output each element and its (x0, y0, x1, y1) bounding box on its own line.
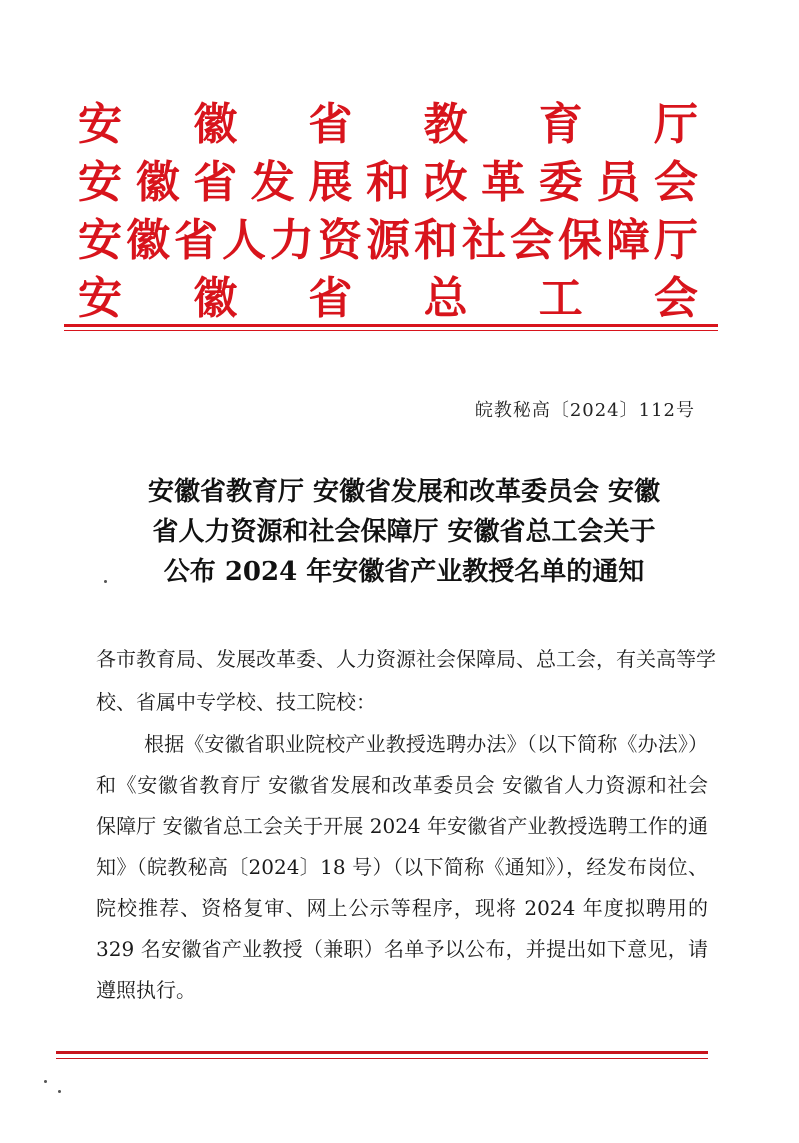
header-char: 展 (308, 157, 353, 208)
header-char: 保 (558, 215, 602, 266)
header-char: 革 (481, 157, 526, 208)
agency-header (78, 96, 698, 328)
header-char: 和 (414, 215, 458, 266)
header-char: 省 (308, 99, 353, 150)
header-char: 徽 (135, 157, 180, 208)
header-char: 徽 (193, 99, 238, 150)
header-char: 会 (653, 157, 698, 208)
header-line-human-resources (78, 212, 698, 270)
header-char: 和 (365, 157, 410, 208)
header-line-federation-trade-unions (78, 270, 698, 328)
header-char: 会 (653, 273, 698, 324)
header-red-rule-thin (64, 330, 718, 331)
header-char: 障 (606, 215, 650, 266)
footer-red-rule-thick (56, 1051, 708, 1054)
header-char: 总 (423, 273, 468, 324)
header-char: 安 (78, 157, 122, 208)
header-line-development-reform (78, 154, 698, 212)
header-char: 安 (78, 99, 122, 150)
header-char: 力 (270, 215, 314, 266)
header-char: 资 (318, 215, 362, 266)
header-char: 改 (423, 157, 468, 208)
header-char: 社 (462, 215, 506, 266)
header-char: 徽 (193, 273, 238, 324)
document-title (94, 472, 714, 592)
header-char: 安 (78, 215, 122, 266)
title-line-1: 安徽省教育厅 安徽省发展和改革委员会 安徽 (147, 477, 661, 507)
header-char: 人 (222, 215, 266, 266)
body-paragraph: 根据《安徽省职业院校产业教授选聘办法》（以下简称《办法》）和《安徽省教育厅 安徽省发展和改革委员会 安徽省人力资源和社会保障厅 安徽省总工会关于开展 2024 年安徽省产业教授选聘工作的通知》（皖教秘高〔2024〕18 号）（以下简称《通知》），经发布岗位、院校推荐、资格复审、网上公示等程序，现将 2024 年度拟聘用的 329 名安徽省产业教授（兼职）名单予以公布，并提出如下意见，请遵照执行。 (96, 732, 708, 1002)
header-char: 员 (596, 157, 641, 208)
header-char: 厅 (654, 215, 698, 266)
scan-speck (104, 580, 107, 583)
title-line-2: 省人力资源和社会保障厅 安徽省总工会关于 (152, 517, 656, 547)
header-char: 工 (538, 273, 583, 324)
document-number: 皖教秘高〔2024〕112号 (474, 400, 695, 421)
header-char: 厅 (653, 99, 698, 150)
addressee-paragraph: 各市教育局、发展改革委、人力资源社会保障局、总工会，有关高等学校、省属中专学校、技工院校： (96, 647, 716, 714)
header-char: 发 (250, 157, 295, 208)
header-red-rule-thick (64, 324, 718, 327)
header-line-education-dept (78, 96, 698, 154)
header-char: 委 (538, 157, 583, 208)
title-line-3: 公布 2024 年安徽省产业教授名单的通知 (163, 557, 645, 587)
header-char: 会 (510, 215, 554, 266)
footer-red-rule-thin (56, 1058, 708, 1059)
header-char: 省 (308, 273, 353, 324)
header-char: 源 (366, 215, 410, 266)
header-char: 省 (174, 215, 218, 266)
header-char: 徽 (126, 215, 170, 266)
header-char: 教 (423, 99, 468, 150)
header-char: 育 (538, 99, 583, 150)
header-char: 省 (193, 157, 238, 208)
scan-speck (44, 1080, 47, 1083)
scan-speck (58, 1090, 61, 1093)
header-char: 安 (78, 273, 122, 324)
